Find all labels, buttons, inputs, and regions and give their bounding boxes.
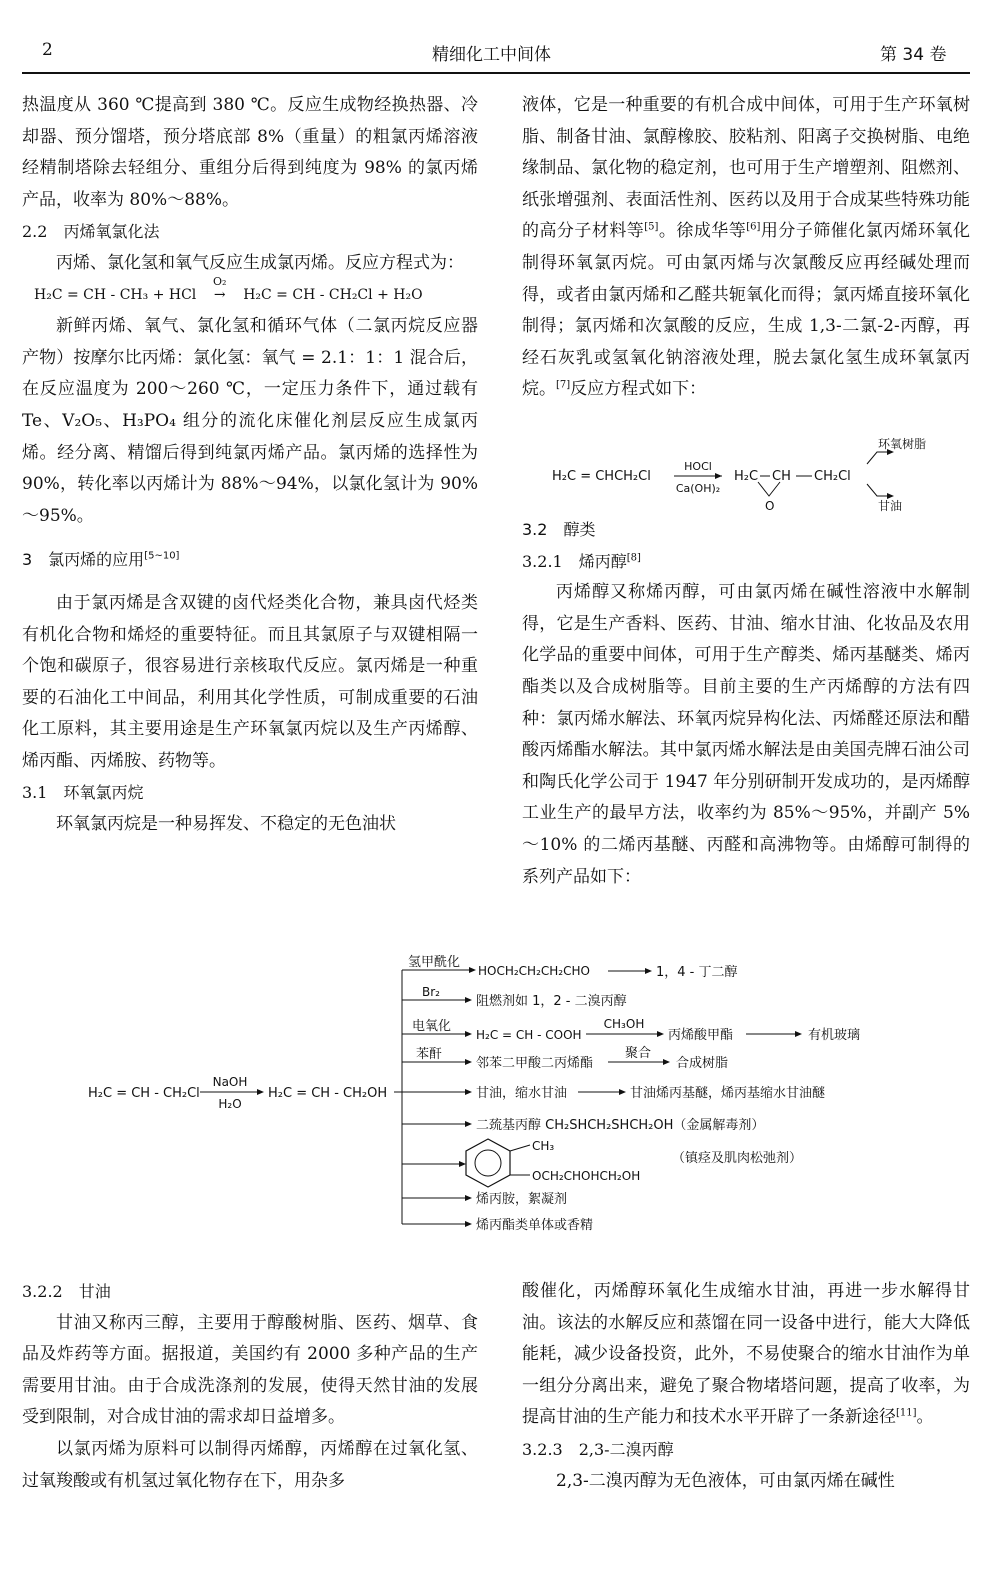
section-3-2-1-heading: 3.2.1 烯丙醇[8] [522, 551, 641, 571]
arrow-reagent-bottom: H₂O [218, 1097, 242, 1111]
branch-end-product: 合成树脂 [676, 1056, 729, 1071]
section-3-2-3-heading: 3.2.3 2,3-二溴丙醇 [522, 1439, 674, 1459]
arrow-head [465, 1059, 472, 1065]
branch-end-product: 有机玻璃 [808, 1028, 861, 1043]
use-branch [867, 452, 890, 464]
paragraph: 热温度从 360 ℃提高到 380 ℃。反应生成物经换热器、冷却器、预分馏塔，预分塔底部 8%（重量）的粗氯丙烯溶液经精制塔除去轻组分、重组分后得到纯度为 98% 的氯丙烯产品，收率为 80%～88%。 [22, 95, 478, 210]
citation: [6] [746, 221, 761, 233]
branch-product: 烯丙酯类单体或香精 [476, 1218, 594, 1233]
epoxide-ch2: H₂C [734, 469, 759, 484]
branch-product: H₂C = CH - COOH [476, 1028, 582, 1042]
paragraph: 以氯丙烯为原料可以制得丙烯醇，丙烯醇在过氧化氢、过氧羧酸或有机氢过氧化物存在下，用杂多 [22, 1438, 478, 1491]
branch-mid-product: 丙烯酸甲酯 [668, 1028, 734, 1043]
citation: [8] [626, 552, 641, 564]
arrow-head [795, 1031, 802, 1037]
arrow-head [657, 1031, 664, 1037]
branch-product: 阻燃剂如 1，2 - 二溴丙醇 [476, 994, 627, 1009]
page-number: 2 [42, 40, 53, 60]
arrow-head [465, 1195, 472, 1201]
arrow-head [715, 473, 722, 479]
use-glycerol: 甘油 [878, 499, 903, 513]
arrow-head [663, 1059, 670, 1065]
benzene-ring-aromatic [475, 1150, 501, 1176]
citation: [5~10] [144, 550, 180, 562]
paragraph: 液体，它是一种重要的有机合成中间体，可用于生产环氧树脂、制备甘油、氯醇橡胶、胶粘剂、阳离子交换树脂、电绝缘制品、氯化物的稳定剂，也可用于生产增塑剂、阻燃剂、纸张增强剂、表面活性剂、医药以及用于合成某些特殊功能的高分子材料等[5]。徐成华等[6]用分子筛催化氯丙烯环氧化制得环氧氯丙烷。可由氯丙烯与次氯酸反应再经碱处理而得，或者由氯丙烯和乙醛共轭氧化而得；氯丙烯直接环氧化制得；氯丙烯和次氯酸的反应，生成 1,3-二氯-2-丙醇，再经石灰乳或氢氧化钠溶液处理，脱去氯化氢生成环氧氯丙烷。[7]反应方程式如下： [522, 95, 971, 400]
side-chain: OCH₂CHOHCH₂OH [532, 1169, 641, 1183]
bottom-left-column [22, 1276, 478, 1497]
reaction-arrow: O₂ → [201, 280, 239, 312]
branch-product: 邻苯二甲酸二丙烯酯 [476, 1056, 594, 1071]
right-column-continued [522, 514, 970, 893]
arrow-reagent: CH₃OH [603, 1017, 645, 1031]
branch-end-product: 甘油烯丙基醚，烯丙基缩水甘油醚 [630, 1086, 826, 1101]
arrow-reagent: 聚合 [624, 1046, 652, 1061]
paragraph: 甘油又称丙三醇，主要用于醇酸树脂、医药、烟草、食品及炸药等方面。据报道，美国约有 2000 多种产品的生产需要用甘油。由于合成洗涤剂的发展，使得天然甘油的发展受到限制，对合成甘油的需求却日益增多。 [22, 1312, 478, 1428]
branch-product: 甘油，缩水甘油 [476, 1086, 568, 1101]
branch-label-phthalic-anhydride: 苯酐 [416, 1047, 443, 1062]
oxychlorination-equation [22, 274, 478, 312]
bottom-right-column [522, 1276, 970, 1497]
section-3-1-heading: 3.1 环氧氯丙烷 [22, 783, 144, 803]
arrow-head [465, 997, 472, 1003]
branch-product: 烯丙胺，絮凝剂 [476, 1192, 568, 1207]
citation: [11] [896, 1407, 917, 1419]
branch-product: HOCH₂CH₂CH₂CHO [478, 964, 590, 978]
equation-reactants: H₂C = CH - CH₃ + HCl [34, 286, 197, 303]
paragraph: 丙烯、氯化氢和氧气反应生成氯丙烯。反应方程式为： [56, 252, 464, 273]
arrow-head [257, 1089, 264, 1095]
header-rule [22, 72, 970, 74]
left-column [22, 90, 478, 841]
paragraph: 环氧氯丙烷是一种易挥发、不稳定的无色油状 [56, 814, 396, 835]
arrow-reagent-top: NaOH [212, 1075, 248, 1089]
scheme-reactant: H₂C = CHCH₂Cl [552, 469, 651, 484]
bond [510, 1145, 530, 1151]
compound-use-note: （镇痉及肌肉松弛剂） [672, 1151, 803, 1166]
paragraph: 新鲜丙烯、氧气、氯化氢和循环气体（二氯丙烷反应器产物）按摩尔比丙烯：氯化氢：氧气 = 2.1：1：1 混合后，在反应温度为 200～260 ℃，一定压力条件下，通过载有 Te、V₂O₅、H₃PO₄ 组分的流化床催化剂层反应生成氯丙烯。经分离、精馏后得到纯氯丙烯产品。氯丙烯的选择性为 90%，转化率以丙烯计为 88%～94%，以氯化氢计为 90%～95%。 [22, 316, 478, 526]
methyl-group: CH₃ [532, 1139, 555, 1153]
right-column [522, 90, 970, 406]
branch-label-hydroformylation: 氢甲酰化 [408, 955, 461, 970]
arrow-reagent-bottom: Ca(OH)₂ [675, 482, 721, 495]
use-branch [867, 484, 890, 496]
paragraph: 由于氯丙烯是含双键的卤代烃类化合物，兼具卤代烃类有机化合物和烯烃的重要特征。而且其氯原子与双键相隔一个饱和碳原子，很容易进行亲核取代反应。氯丙烯是一种重要的石油化工中间品，利用其化学性质，可制成重要的石油化工原料，其主要用途是生产环氧氯丙烷以及生产丙烯醇、烯丙酯、丙烯胺、药物等。 [22, 592, 478, 771]
epoxide-oxygen: O [765, 499, 775, 513]
arrow-head [459, 1161, 466, 1167]
scheme-reactant: H₂C = CH - CH₂Cl [88, 1086, 200, 1101]
branch-label-bromine: Br₂ [422, 985, 440, 999]
arrow-head [465, 1031, 472, 1037]
arrow-reagent-top: HOCl [684, 460, 712, 473]
epoxide-ch: CH [772, 469, 791, 484]
section-3-heading: 3 氯丙烯的应用[5~10] [22, 550, 180, 570]
arrow-head [465, 1089, 472, 1095]
branch-end-product: 1，4 - 丁二醇 [656, 965, 738, 980]
section-3-2-heading: 3.2 醇类 [522, 520, 596, 539]
equation-products: H₂C = CH - CH₂Cl + H₂O [243, 286, 423, 303]
arrow-head [645, 968, 652, 974]
section-3-2-2-heading: 3.2.2 甘油 [22, 1282, 111, 1301]
epoxide-ring [758, 482, 780, 496]
paragraph: 2,3-二溴丙醇为无色液体，可由氯丙烯在碱性 [556, 1470, 895, 1491]
benzene-ring [466, 1139, 510, 1187]
paragraph: 丙烯醇又称烯丙醇，可由氯丙烯在碱性溶液中水解制得，它是生产香料、医药、甘油、缩水甘油、化妆品及农用化学品的重要中间体，可用于生产醇类、烯丙基醚类、烯丙酯类以及合成树脂等。目前主要的生产丙烯醇的方法有四种：氯丙烯水解法、环氧丙烷异构化法、丙烯醛还原法和醋酸丙烯酯水解法。其中氯丙烯水解法是由美国壳牌石油公司和陶氏化学公司于 1947 年分别研制开发成功的，是丙烯醇工业生产的最早方法，收率约为 85%～95%，并副产 5%～10% 的二烯丙基醚、丙醛和高沸物等。由烯醇可制得的系列产品如下： [522, 582, 970, 887]
volume-label: 第 34 卷 [880, 45, 947, 65]
arrow-reagent: O₂ [213, 274, 227, 288]
use-epoxy-resin: 环氧树脂 [878, 437, 927, 451]
arrow-head [619, 1089, 626, 1095]
allyl-alcohol: H₂C = CH - CH₂OH [268, 1086, 388, 1101]
citation: [7] [556, 379, 571, 391]
arrow-head [469, 967, 476, 973]
journal-title: 精细化工中间体 [432, 45, 551, 65]
arrow-head [465, 1221, 472, 1227]
arrow-head [465, 1121, 472, 1127]
section-2-2-heading: 2.2 丙烯氧氯化法 [22, 222, 160, 242]
branch-label-electro-oxidation: 电氧化 [412, 1019, 452, 1034]
citation: [5] [644, 221, 659, 233]
epichlorohydrin-scheme [522, 436, 970, 516]
allyl-alcohol-scheme [0, 940, 1000, 1240]
epoxide-ch2cl: CH₂Cl [814, 469, 851, 484]
paragraph: 酸催化，丙烯醇环氧化生成缩水甘油，再进一步水解得甘油。该法的水解反应和蒸馏在同一设备中进行，能大大降低能耗，减少设备投资，此外，不易使聚合的缩水甘油作为单一组分分离出来，避免了聚合物堵塔问题，提高了收率，为提高甘油的生产能力和技术水平开辟了一条新途径[11]。 [522, 1281, 970, 1428]
branch-product: 二巯基丙醇 CH₂SHCH₂SHCH₂OH（金属解毒剂） [476, 1118, 765, 1133]
